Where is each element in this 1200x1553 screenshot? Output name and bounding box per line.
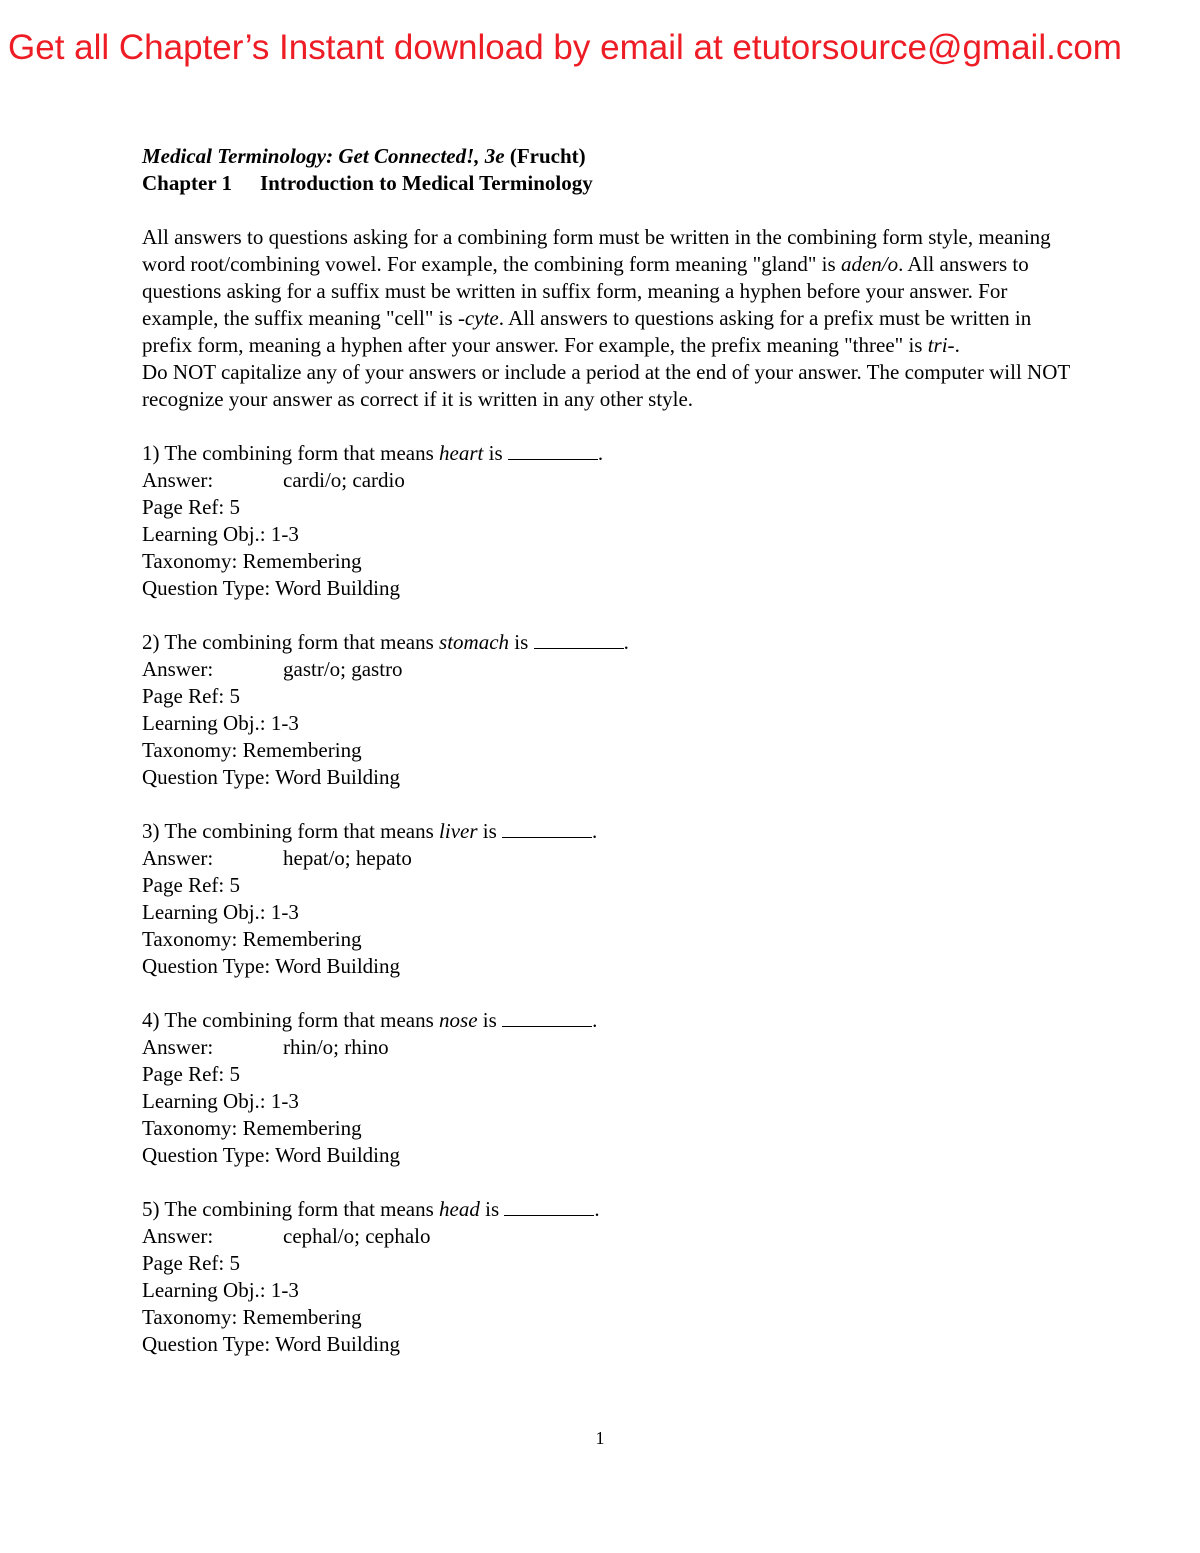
question-stem [142,440,1072,467]
learning-obj-value: 1-3 [270,711,299,735]
learning-obj-row [142,521,1072,548]
taxonomy-label: Taxonomy: [142,549,243,573]
question-text: is [477,1008,503,1032]
answer-row [142,845,1072,872]
learning-obj-value: 1-3 [270,900,299,924]
taxonomy-value: Remembering [242,927,362,951]
question-text: 2) The combining form that means [142,630,440,654]
answer-row [142,1034,1072,1061]
question-term: heart [439,441,484,465]
document-body [142,143,1072,1358]
taxonomy-row [142,926,1072,953]
answer-label: Answer: [142,1224,214,1248]
page-ref-label: Page Ref: [142,873,230,897]
learning-obj-label: Learning Obj.: [142,900,271,924]
page-ref-value: 5 [229,684,240,708]
answer-value: hepat/o; hepato [283,846,412,870]
instructions [142,224,1072,413]
page-ref-label: Page Ref: [142,495,230,519]
question-type-label: Question Type: [142,1332,276,1356]
book-title-line [142,143,1072,170]
taxonomy-row [142,1115,1072,1142]
page-ref-row [142,1250,1072,1277]
question-type-label: Question Type: [142,576,276,600]
question-term: liver [439,819,478,843]
book-title: Medical Terminology: Get Connected!, 3e [142,144,505,168]
learning-obj-value: 1-3 [270,1089,299,1113]
question-text: . [597,441,604,465]
learning-obj-label: Learning Obj.: [142,1278,271,1302]
question-type-value: Word Building [275,1332,400,1356]
learning-obj-label: Learning Obj.: [142,1089,271,1113]
question-text: 5) The combining form that means [142,1197,440,1221]
page-ref-value: 5 [229,1062,240,1086]
page-ref-row [142,683,1072,710]
question-type-row [142,575,1072,602]
learning-obj-row [142,1088,1072,1115]
answer-blank [508,442,598,460]
instructions-paragraph-1 [142,224,1072,359]
question-text: is [509,630,534,654]
page-ref-row [142,494,1072,521]
page-ref-row [142,1061,1072,1088]
taxonomy-value: Remembering [242,549,362,573]
example-prefix: tri- [927,333,955,357]
chapter-title: Introduction to Medical Terminology [260,171,593,195]
instructions-text: All answers to questions asking for a combining form must be written in the combining form style, meaning word root/combining vowel. For example, the combining form meaning "gland" is [142,225,1051,276]
taxonomy-label: Taxonomy: [142,927,243,951]
question-text: 4) The combining form that means [142,1008,440,1032]
question-type-label: Question Type: [142,765,276,789]
learning-obj-row [142,899,1072,926]
question-text: . [592,1008,598,1032]
instructions-paragraph-2: Do NOT capitalize any of your answers or include a period at the end of your answer. The computer will NOT recognize your answer as correct if it is written in any other style. [142,360,1070,411]
question-text: is [477,819,503,843]
taxonomy-value: Remembering [242,1116,362,1140]
question-type-value: Word Building [275,954,400,978]
answer-blank [504,1198,594,1216]
learning-obj-row [142,1277,1072,1304]
question-text: . [623,630,629,654]
page-ref-row [142,872,1072,899]
taxonomy-label: Taxonomy: [142,1116,243,1140]
instructions-text: . [954,333,960,357]
answer-value: cephal/o; cephalo [283,1224,431,1248]
page-ref-label: Page Ref: [142,1062,230,1086]
question-stem [142,1007,1072,1034]
question-type-row [142,1331,1072,1358]
page-ref-label: Page Ref: [142,684,230,708]
question-item [142,1007,1072,1169]
instructions-text: . All answers to questions asking for a prefix must be written in prefix form, meaning a hyphen after your answer. For example, the prefix meaning "three" is [142,306,1032,357]
question-term: head [439,1197,480,1221]
chapter-number: Chapter 1 [142,171,233,195]
question-stem [142,629,1072,656]
instructions-text: . All answers to questions asking for a suffix must be written in suffix form, meaning a hyphen before your answer. For example, the suffix meaning "cell" is [142,252,1029,330]
question-text: . [592,819,598,843]
answer-label: Answer: [142,1035,214,1059]
example-combining-form: aden/o [840,252,899,276]
answer-row [142,656,1072,683]
question-text: 3) The combining form that means [142,819,440,843]
example-suffix: -cyte [457,306,499,330]
book-author: (Frucht) [504,144,586,168]
question-type-value: Word Building [275,576,400,600]
answer-blank [502,1009,592,1027]
question-item [142,440,1072,602]
learning-obj-label: Learning Obj.: [142,711,271,735]
page-ref-value: 5 [229,495,240,519]
page-ref-value: 5 [229,1251,240,1275]
answer-label: Answer: [142,657,214,681]
learning-obj-row [142,710,1072,737]
answer-value: cardi/o; cardio [283,468,405,492]
taxonomy-row [142,737,1072,764]
question-text: 1) The combining form that means [142,441,440,465]
question-type-row [142,764,1072,791]
learning-obj-label: Learning Obj.: [142,522,271,546]
taxonomy-value: Remembering [242,1305,362,1329]
question-type-row [142,1142,1072,1169]
question-text: is [483,441,508,465]
question-item [142,629,1072,791]
answer-label: Answer: [142,468,214,492]
promo-banner: Get all Chapter’s Instant download by email at etutorsource@gmail.com [8,28,1122,67]
answer-blank [534,631,624,649]
chapter-title-line [142,170,1072,197]
question-type-row [142,953,1072,980]
taxonomy-label: Taxonomy: [142,738,243,762]
page-ref-value: 5 [229,873,240,897]
question-stem [142,1196,1072,1223]
taxonomy-row [142,548,1072,575]
page-ref-label: Page Ref: [142,1251,230,1275]
question-term: stomach [439,630,510,654]
question-type-value: Word Building [275,1143,400,1167]
answer-blank [502,820,592,838]
question-type-value: Word Building [275,765,400,789]
learning-obj-value: 1-3 [270,1278,299,1302]
question-type-label: Question Type: [142,954,276,978]
question-term: nose [439,1008,478,1032]
question-text: is [479,1197,505,1221]
taxonomy-value: Remembering [242,738,362,762]
question-item [142,818,1072,980]
page-number: 1 [595,1428,605,1448]
question-text: . [594,1197,600,1221]
answer-label: Answer: [142,846,214,870]
taxonomy-label: Taxonomy: [142,1305,243,1329]
answer-value: gastr/o; gastro [283,657,403,681]
learning-obj-value: 1-3 [270,522,299,546]
question-stem [142,818,1072,845]
answer-value: rhin/o; rhino [283,1035,389,1059]
question-item [142,1196,1072,1358]
taxonomy-row [142,1304,1072,1331]
answer-row [142,467,1072,494]
question-type-label: Question Type: [142,1143,276,1167]
answer-row [142,1223,1072,1250]
question-list [142,440,1072,1358]
